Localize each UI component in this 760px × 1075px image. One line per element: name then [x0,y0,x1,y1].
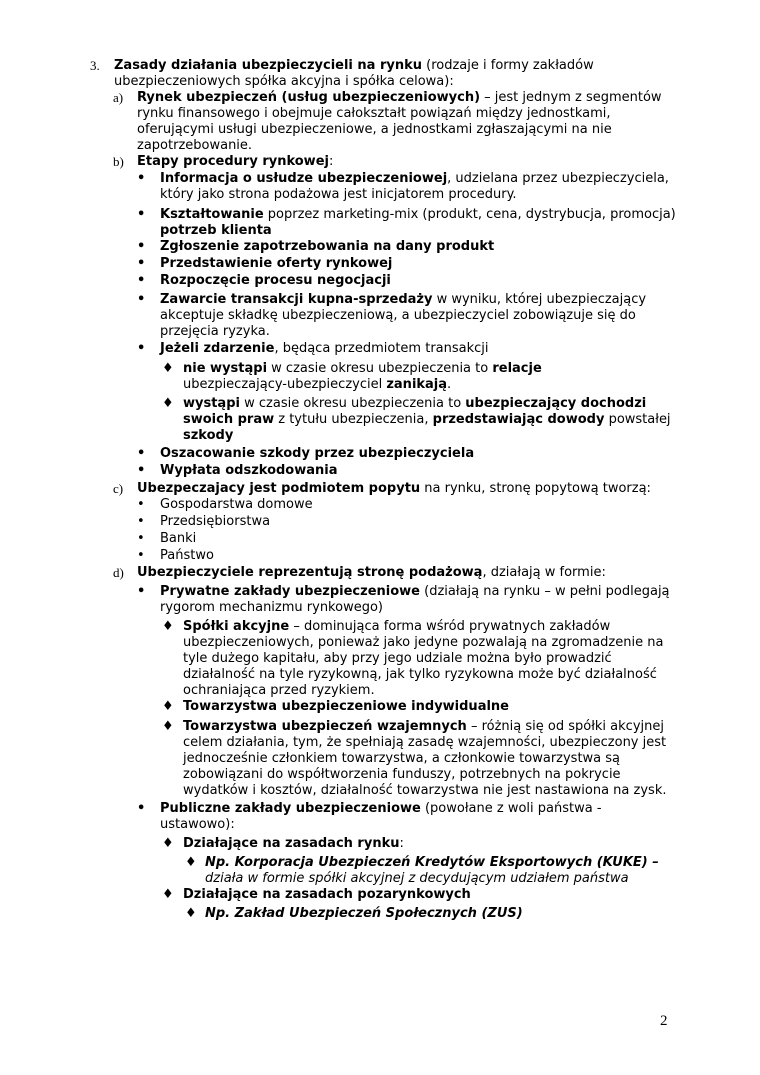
b-item-1-line-2: który jako strona podażowa jest inicjatorem procedury. [160,187,517,202]
item-a-line-3: oferującymi usługi ubezpieczeniowe, a jednostkami zgłaszającymi na nie [137,122,612,137]
item-c-heading: Ubezpeczajacy jest podmiotem popytu na rynku, stronę popytową tworzą: [137,481,651,496]
b-item-9: Wypłata odszkodowania [160,463,338,478]
d-zus: Np. Zakład Ubezpieczeń Społecznych (ZUS) [205,906,523,921]
section-number: 3. [90,58,100,73]
d-private-line-2: rygorom mechanizmu rynkowego) [160,600,383,615]
diamond-icon: ♦ [185,855,197,870]
diamond-icon: ♦ [162,887,174,902]
d-sa-line-5: ochraniająca przed ryzykiem. [183,683,375,698]
d-market: Działające na zasadach rynku: [183,836,404,851]
b-item-7: Jeżeli zdarzenie, będąca przedmiotem transakcji [160,341,489,356]
c-item: Gospodarstwa domowe [160,497,313,512]
d-kuke-line-2: działa w formie spółki akcyjnej z decydującym udziałem państwa [205,871,629,886]
item-b-heading: Etapy procedury rynkowej: [137,154,334,169]
c-item: Przedsiębiorstwa [160,514,271,529]
c-item: Banki [160,531,197,546]
bullet-icon: • [137,531,145,546]
diamond-icon: ♦ [162,361,174,376]
bullet-icon: • [137,548,145,563]
bullet-icon: • [137,446,146,461]
b-sub-2-line-2: swoich praw z tytułu ubezpieczenia, przedstawiając dowody powstałej [183,412,671,427]
d-public-line-2: ustawowo): [160,817,235,832]
bullet-icon: • [137,239,146,254]
section-title-line-1: Zasady działania ubezpieczycieli na rynku (rodzaje i formy zakładów [114,58,594,73]
d-tw-line-5: wydatków i kosztów, działalność towarzystwa nie jest nastawiona na zysk. [183,783,667,798]
item-d-heading: Ubezpieczyciele reprezentują stronę podażową, działają w formie: [137,565,606,580]
marker-b: b) [113,154,124,169]
marker-c: c) [113,481,124,496]
b-item-6-line-3: przejęcia ryzyka. [160,324,270,339]
d-sa-line-2: ubezpieczeniowych, ponieważ jako jedyne pozwalają na zgromadzenie na [183,635,664,650]
bullet-icon: • [137,497,145,512]
bullet-icon: • [137,463,146,478]
b-sub-2-line-3: szkody [183,428,234,443]
bullet-icon: • [137,207,146,222]
bullet-icon: • [137,584,146,599]
d-public-line-1: Publiczne zakłady ubezpieczeniowe (powołane z woli państwa - [160,801,602,816]
diamond-icon: ♦ [162,699,174,714]
d-kuke-line-1: Np. Korporacja Ubezpieczeń Kredytów Eksportowych (KUKE) – [205,855,659,870]
marker-a: a) [113,90,124,105]
b-item-3: Zgłoszenie zapotrzebowania na dany produkt [160,239,495,254]
b-sub-1-line-1: nie wystąpi w czasie okresu ubezpieczenia to relacje [183,361,542,376]
d-tw-line-4: zobowiązani do współtworzenia funduszy, potrzebnych na pokrycie [183,767,621,782]
b-sub-2-line-1: wystąpi w czasie okresu ubezpieczenia to ubezpieczający dochodzi [183,396,647,411]
section-title-line-2: ubezpieczeniowych spółka akcyjna i spółka celowa): [114,74,454,89]
bullet-icon: • [137,292,146,307]
b-item-8: Oszacowanie szkody przez ubezpieczyciela [160,446,475,461]
c-item: Państwo [160,548,214,563]
d-tw-line-1: Towarzystwa ubezpieczeń wzajemnych – różnią się od spółki akcyjnej [183,719,664,734]
bullet-icon: • [137,514,145,529]
b-item-6-line-2: akceptuje składkę ubezpieczeniową, a ubezpieczyciel zobowiązuje się do [160,308,636,323]
d-sa-line-4: działalność na tyle ryzykowną, jak tylko ryzykowna może być działalność [183,667,657,682]
d-private-line-1: Prywatne zakłady ubezpieczeniowe (działają na rynku – w pełni podlegają [160,584,670,599]
b-item-2-line-2: potrzeb klienta [160,223,272,238]
d-ti: Towarzystwa ubezpieczeniowe indywidualne [183,699,509,714]
diamond-icon: ♦ [162,396,174,411]
bullet-icon: • [137,341,146,356]
d-tw-line-2: celem działania, tym, że spełniają zasadę wzajemności, ubezpieczony jest [183,735,667,750]
b-item-4: Przedstawienie oferty rynkowej [160,256,393,271]
diamond-icon: ♦ [185,906,197,921]
marker-d: d) [113,565,124,580]
d-nonmarket: Działające na zasadach pozarynkowych [183,887,471,902]
item-a-line-1: Rynek ubezpieczeń (usług ubezpieczeniowych) – jest jednym z segmentów [137,90,662,105]
b-item-5: Rozpoczęcie procesu negocjacji [160,273,391,288]
d-sa-line-3: tyle dużego kapitału, aby przy jego udziale można było prowadzić [183,651,612,666]
diamond-icon: ♦ [162,619,174,634]
bullet-icon: • [137,801,146,816]
diamond-icon: ♦ [162,836,174,851]
d-tw-line-3: jednocześnie członkiem towarzystwa, a członkowie towarzystwa są [183,751,621,766]
item-a-line-2: rynku finansowego i obejmuje całokształt powiązań między jednostkami, [137,106,611,121]
bullet-icon: • [137,273,146,288]
b-item-6-line-1: Zawarcie transakcji kupna-sprzedaży w wyniku, której ubezpieczający [160,292,647,307]
b-sub-1-line-2: ubezpieczający-ubezpieczyciel zanikają. [183,377,452,392]
item-a-line-4: zapotrzebowanie. [137,138,253,153]
diamond-icon: ♦ [162,719,174,734]
page-number: 2 [660,1013,668,1029]
b-item-2-line-1: Kształtowanie poprzez marketing-mix (produkt, cena, dystrybucja, promocja) [160,207,676,222]
b-item-1-line-1: Informacja o usłudze ubezpieczeniowej, udzielana przez ubezpieczyciela, [160,171,669,186]
bullet-icon: • [137,256,146,271]
d-sa-line-1: Spółki akcyjne – dominująca forma wśród prywatnych zakładów [183,619,611,634]
bullet-icon: • [137,171,146,186]
